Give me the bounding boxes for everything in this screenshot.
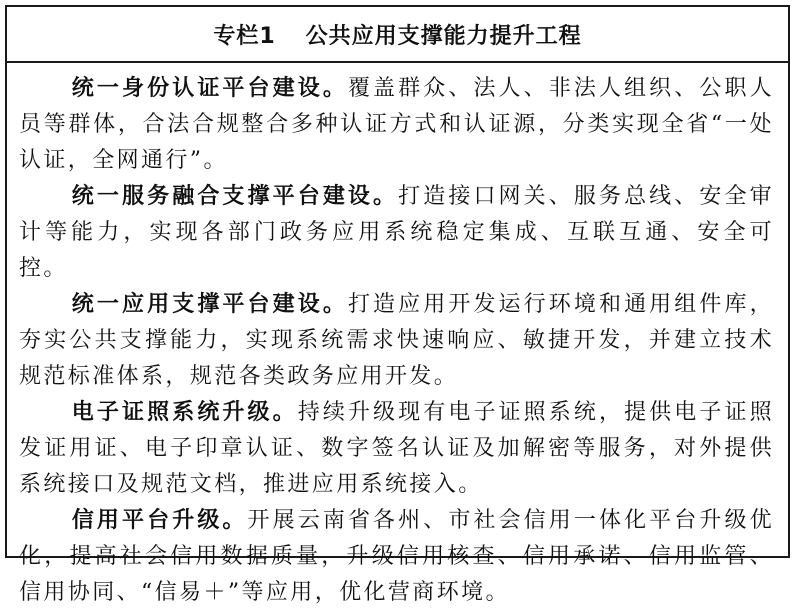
paragraph-body: 持续升级现有电子证照系统，提供电子证照发证用证、电子印章认证、数字签名认证及加解密等服务，对外提供系统接口及规范文档，推进应用系统接入。 — [19, 400, 774, 497]
paragraph-body: 打造接口网关、服务总线、安全审计等能力，实现各部门政务应用系统稳定集成、互联互通、安全可控。 — [19, 184, 774, 281]
box-label: 专栏1 — [213, 23, 276, 49]
paragraph-heading: 统一服务融合支撑平台建设。 — [71, 184, 399, 209]
paragraph-body: 打造应用开发运行环境和通用组件库，夯实公共支撑能力，实现系统需求快速响应、敏捷开发，并建立技术规范标准体系，规范各类政务应用开发。 — [19, 292, 774, 389]
info-box — [5, 5, 790, 605]
box-content — [7, 63, 788, 611]
paragraph-heading: 统一身份认证平台建设。 — [71, 76, 348, 101]
paragraph-e-license — [19, 395, 774, 503]
paragraph-body: 开展云南省各州、市社会信用一体化平台升级优化，提高社会信用数据质量，升级信用核查、信用承诺、信用监管、信用协同、“信易＋”等应用，优化营商环境。 — [19, 508, 774, 605]
paragraph-service-integration — [19, 179, 774, 287]
paragraph-identity-auth — [19, 71, 774, 179]
box-header — [7, 7, 788, 63]
paragraph-heading: 统一应用支撑平台建设。 — [71, 292, 348, 317]
paragraph-credit-platform — [19, 503, 774, 611]
paragraph-heading: 电子证照系统升级。 — [71, 400, 298, 425]
paragraph-app-support — [19, 287, 774, 395]
paragraph-heading: 信用平台升级。 — [71, 508, 248, 533]
paragraph-body: 覆盖群众、法人、非法人组织、公职人员等群体，合法合规整合多种认证方式和认证源，分类实现全省“一处认证，全网通行”。 — [19, 76, 774, 173]
box-title: 公共应用支撑能力提升工程 — [305, 23, 582, 49]
